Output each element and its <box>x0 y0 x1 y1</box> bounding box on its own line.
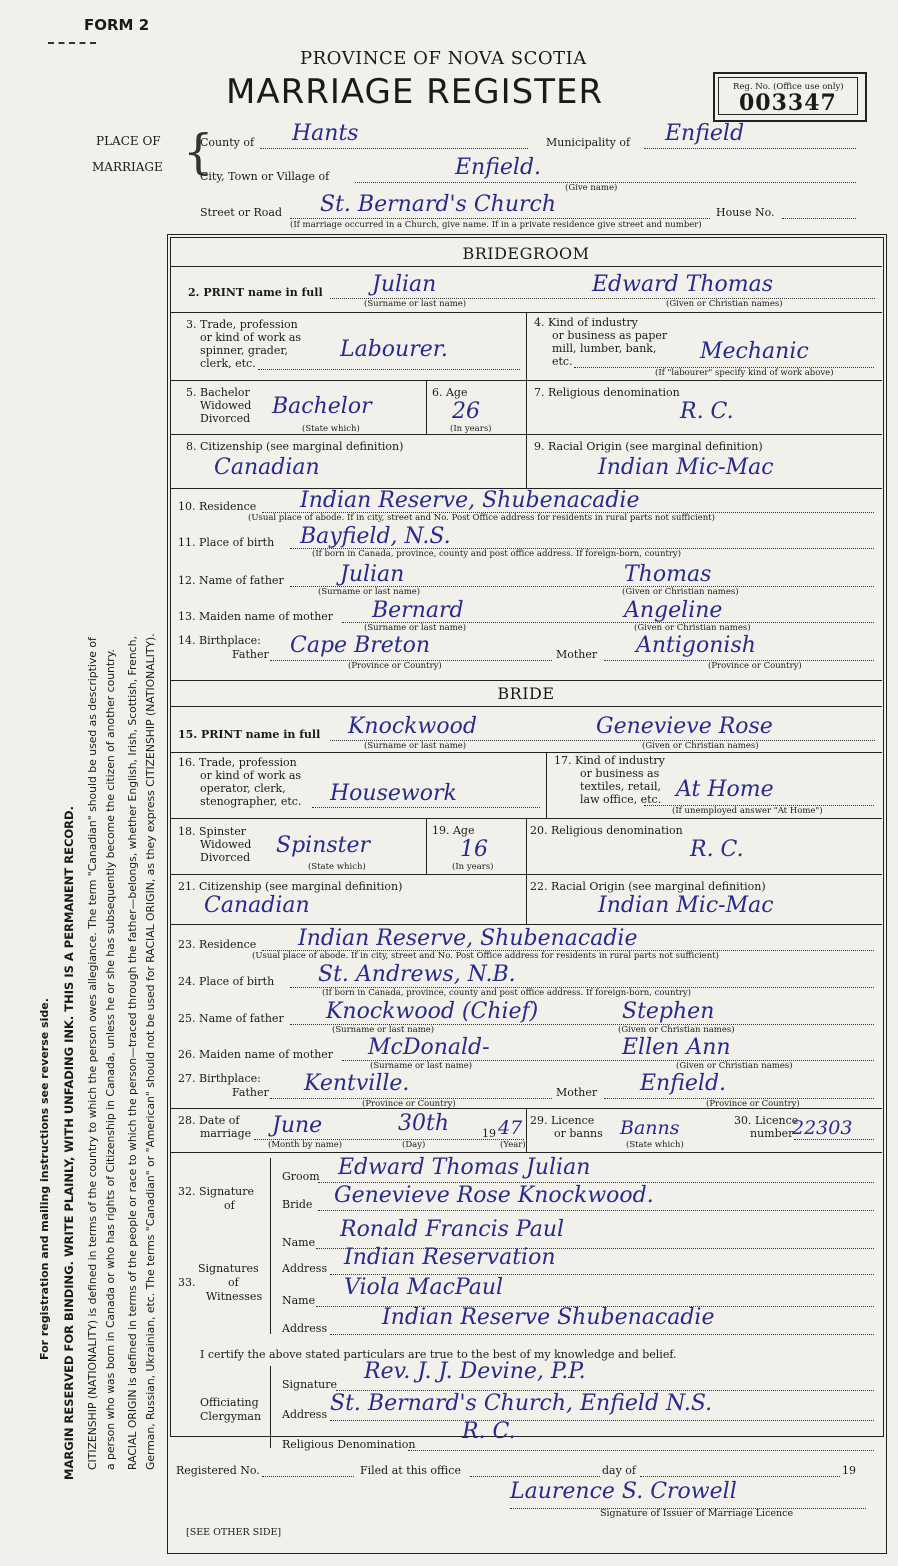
street-line <box>290 218 710 219</box>
groom-trade[interactable]: Labourer. <box>340 337 448 362</box>
municipality-label: Municipality of <box>546 136 631 149</box>
groom-given[interactable]: Edward Thomas <box>592 272 774 297</box>
banns-label-2: or banns <box>554 1127 603 1140</box>
street-value[interactable]: St. Bernard's Church <box>320 192 556 217</box>
bride-religion-label: 20. Religious denomination <box>530 824 683 837</box>
margin-racial-def: RACIAL ORIGIN is defined in terms of the people or race to which the person—traced through the father—belongs, whether English, Irish, Scottish, French, <box>126 636 139 1470</box>
witness-number: 33. <box>178 1276 196 1289</box>
groom-trade-label: 3. Trade, profession <box>186 318 298 331</box>
groom-citizenship-label: 8. Citizenship (see marginal definition) <box>186 440 404 453</box>
marriage-date-label-2: marriage <box>200 1127 252 1140</box>
bride-citizenship[interactable]: Canadian <box>204 893 310 918</box>
bride-residence[interactable]: Indian Reserve, Shubenacadie <box>298 926 638 951</box>
groom-trade-label-4: clerk, etc. <box>200 357 256 370</box>
bride-name-label: 15. PRINT name in full <box>178 728 321 741</box>
reg-number-label: Reg. No. (Office use only) <box>733 82 844 92</box>
bride-trade-label-2: or kind of work as <box>200 769 302 782</box>
groom-religion[interactable]: R. C. <box>680 399 734 424</box>
bride-mother-surname[interactable]: McDonald- <box>368 1035 490 1060</box>
bride-given[interactable]: Genevieve Rose <box>596 714 773 739</box>
witness2-name[interactable]: Viola MacPaul <box>344 1275 504 1300</box>
status-note: (State which) <box>302 424 360 434</box>
county-line <box>260 148 528 149</box>
w2-name-label: Name <box>282 1294 316 1307</box>
given-note-3: (Given or Christian names) <box>634 623 751 633</box>
groom-trade-label-3: spinner, grader, <box>200 344 288 357</box>
groom-industry-label-4: etc. <box>552 355 573 368</box>
bride-father-given[interactable]: Stephen <box>622 999 715 1024</box>
witness1-name[interactable]: Ronald Francis Paul <box>340 1217 565 1242</box>
w1-name-label: Name <box>282 1236 316 1249</box>
given-note-2: (Given or Christian names) <box>622 587 739 597</box>
issuer-note: Signature of Issuer of Marriage Licence <box>600 1508 794 1519</box>
groom-status-label: 5. Bachelor <box>186 386 250 399</box>
groom-mother-birthplace[interactable]: Antigonish <box>636 633 756 658</box>
bride-mother-surname-note: (Surname or last name) <box>370 1061 473 1071</box>
bride-father-bp-label: Father <box>232 1086 269 1099</box>
county-label: County of <box>200 136 255 149</box>
bride-status-label: 18. Spinster <box>178 825 247 838</box>
bride-birthplace[interactable]: St. Andrews, N.B. <box>318 962 516 987</box>
bride-birthplace-label: 24. Place of birth <box>178 975 275 988</box>
groom-residence[interactable]: Indian Reserve, Shubenacadie <box>300 488 640 513</box>
bride-father-surname[interactable]: Knockwood (Chief) <box>326 999 539 1024</box>
banns-value[interactable]: Banns <box>620 1117 680 1139</box>
groom-father-surname[interactable]: Julian <box>340 562 405 587</box>
groom-signature[interactable]: Edward Thomas Julian <box>338 1155 591 1180</box>
bride-mother-bp-label: Mother <box>556 1086 598 1099</box>
clergy-label-2: Clergyman <box>200 1410 262 1423</box>
bride-age-label: 19. Age <box>432 824 475 837</box>
bride-surname-note: (Surname or last name) <box>364 741 467 751</box>
bride-industry-label-4: law office, etc. <box>580 793 662 806</box>
bride-citizenship-label: 21. Citizenship (see marginal definition) <box>178 880 403 893</box>
groom-name-label: 2. PRINT name in full <box>188 286 323 299</box>
province-title: PROVINCE OF NOVA SCOTIA <box>300 48 587 69</box>
surname-note-3: (Surname or last name) <box>364 623 467 633</box>
reg-number-box <box>713 72 867 122</box>
denom-label: Religious Denomination <box>282 1438 416 1451</box>
bride-father-birthplace[interactable]: Kentville. <box>304 1071 410 1096</box>
city-label: City, Town or Village of <box>200 170 330 183</box>
margin-racial-def-2: German, Russian, Ukrainian, etc. The terms "Canadian" or "American" should not be used for RACIAL ORIGIN, as they express CITIZENSHIP (NATIONALITY). <box>144 633 157 1470</box>
filed-label: Filed at this office <box>360 1464 461 1477</box>
bride-trade[interactable]: Housework <box>330 781 457 806</box>
house-label: House No. <box>716 206 775 219</box>
brace: { <box>183 124 214 180</box>
groom-status-label-2: Widowed <box>200 399 252 412</box>
bride-given-note: (Given or Christian names) <box>642 741 759 751</box>
groom-birthplace-parents-label: 14. Birthplace: <box>178 634 261 647</box>
bride-heading: BRIDE <box>497 684 555 703</box>
banns-note: (State which) <box>626 1140 684 1150</box>
bride-trade-label: 16. Trade, profession <box>178 756 297 769</box>
groom-trade-label-2: or kind of work as <box>200 331 302 344</box>
month-note: (Month by name) <box>268 1140 343 1150</box>
bride-age[interactable]: 16 <box>460 837 488 862</box>
groom-age-label: 6. Age <box>432 386 468 399</box>
groom-status-label-3: Divorced <box>200 412 251 425</box>
bride-industry-label-2: or business as <box>580 767 660 780</box>
house-line <box>782 218 856 219</box>
bride-residence-label: 23. Residence <box>178 938 257 951</box>
w2-address-label: Address <box>282 1322 328 1335</box>
bride-status-note: (State which) <box>308 862 366 872</box>
province-note: (Province or Country) <box>348 661 442 671</box>
year-19-label: 19 <box>842 1464 856 1477</box>
day-of-label: day of <box>602 1464 637 1477</box>
groom-birthplace-label: 11. Place of birth <box>178 536 275 549</box>
sig-label-2: of <box>224 1199 235 1212</box>
bride-industry-label-3: textiles, retail, <box>580 780 662 793</box>
place-label: PLACE OF <box>96 134 161 148</box>
witness1-address[interactable]: Indian Reservation <box>344 1245 556 1270</box>
bride-province-note-2: (Province or Country) <box>706 1099 800 1109</box>
bride-residence-note: (Usual place of abode. If in city, street and No. Post Office address for residents in rural parts not sufficient) <box>252 951 719 961</box>
certify-text: I certify the above stated particulars are true to the best of my knowledge and belief. <box>200 1348 677 1361</box>
groom-industry-label-2: or business as paper <box>552 329 668 342</box>
bride-industry[interactable]: At Home <box>676 777 774 802</box>
groom-birthplace[interactable]: Bayfield, N.S. <box>300 524 451 549</box>
year-note: (Year) <box>500 1140 526 1150</box>
bride-status[interactable]: Spinster <box>276 833 371 858</box>
bride-birthplace-parents-label: 27. Birthplace: <box>178 1072 261 1085</box>
surname-note-2: (Surname or last name) <box>318 587 421 597</box>
bride-sig-label: Bride <box>282 1198 313 1211</box>
groom-surname[interactable]: Julian <box>372 272 437 297</box>
licence-label-2: number <box>750 1127 794 1140</box>
bride-father-given-note: (Given or Christian names) <box>618 1025 735 1035</box>
marriage-month[interactable]: June <box>272 1113 323 1138</box>
residence-note: (Usual place of abode. If in city, street and No. Post Office address for residents in rural parts not sufficient) <box>248 513 715 523</box>
marriage-date-label: 28. Date of <box>178 1114 240 1127</box>
witness2-address[interactable]: Indian Reserve Shubenacadie <box>382 1305 715 1330</box>
groom-sig-label: Groom <box>282 1170 320 1183</box>
groom-age[interactable]: 26 <box>452 399 480 424</box>
groom-status[interactable]: Bachelor <box>272 394 372 419</box>
bride-mother-given[interactable]: Ellen Ann <box>622 1035 731 1060</box>
groom-mother-label: 13. Maiden name of mother <box>178 610 334 623</box>
bride-trade-label-3: operator, clerk, <box>200 782 286 795</box>
clergy-address[interactable]: St. Bernard's Church, Enfield N.S. <box>330 1391 713 1416</box>
groom-industry-label: 4. Kind of industry <box>534 316 638 329</box>
form-number: FORM 2 <box>84 16 150 34</box>
banns-label: 29. Licence <box>530 1114 595 1127</box>
bride-trade-label-4: stenographer, etc. <box>200 795 302 808</box>
age-note: (In years) <box>450 424 492 434</box>
given-note: (Given or Christian names) <box>666 299 783 309</box>
margin-citizenship-def: CITIZENSHIP (NATIONALITY) is defined in terms of the country to which the person owes allegiance. The term "Canadian" should be used as descriptive of <box>86 637 99 1470</box>
groom-father-given[interactable]: Thomas <box>624 562 712 587</box>
bride-industry-label: 17. Kind of industry <box>554 754 665 767</box>
sig-label: 32. Signature <box>178 1185 255 1198</box>
margin-instructions: For registration and mailing instructions see reverse side. <box>38 998 51 1360</box>
marriage-year[interactable]: 47 <box>498 1117 523 1139</box>
city-value[interactable]: Enfield. <box>455 155 542 180</box>
licence-label: 30. Licence <box>734 1114 799 1127</box>
surname-note: (Surname or last name) <box>364 299 467 309</box>
place-label-2: MARRIAGE <box>92 160 163 174</box>
w1-address-label: Address <box>282 1262 328 1275</box>
groom-citizenship[interactable]: Canadian <box>214 455 320 480</box>
bride-status-label-2: Widowed <box>200 838 252 851</box>
bride-province-note: (Province or Country) <box>362 1099 456 1109</box>
bride-mother-given-note: (Given or Christian names) <box>676 1061 793 1071</box>
witness-label-2: of <box>228 1276 239 1289</box>
bridegroom-heading: BRIDEGROOM <box>462 244 590 263</box>
groom-father-label: 12. Name of father <box>178 574 284 587</box>
groom-father-bp-label: Father <box>232 648 269 661</box>
province-note-2: (Province or Country) <box>708 661 802 671</box>
registered-label: Registered No. <box>176 1464 260 1477</box>
bride-status-label-3: Divorced <box>200 851 251 864</box>
bride-father-surname-note: (Surname or last name) <box>332 1025 435 1035</box>
clergy-denomination[interactable]: R. C. <box>462 1419 516 1444</box>
groom-mother-given[interactable]: Angeline <box>624 598 723 623</box>
clergy-signature[interactable]: Rev. J. J. Devine, P.P. <box>364 1359 586 1384</box>
bride-surname[interactable]: Knockwood <box>348 714 477 739</box>
groom-industry[interactable]: Mechanic <box>700 339 809 364</box>
decorative-mark <box>48 42 96 44</box>
street-note: (If marriage occurred in a Church, give name. If in a private residence give street and number) <box>290 220 702 230</box>
bride-industry-note: (If unemployed answer "At Home") <box>672 806 823 816</box>
groom-religion-label: 7. Religious denomination <box>534 386 680 399</box>
city-note: (Give name) <box>565 183 618 193</box>
day-note: (Day) <box>402 1140 426 1150</box>
reg-number: 003347 <box>739 90 837 116</box>
issuer-signature[interactable]: Laurence S. Crowell <box>510 1479 737 1504</box>
street-label: Street or Road <box>200 206 283 219</box>
groom-mother-surname[interactable]: Bernard <box>372 598 464 623</box>
bride-birthplace-note: (If born in Canada, province, county and post office address. If foreign-born, country) <box>322 988 692 998</box>
see-other-side: [SEE OTHER SIDE] <box>186 1527 282 1538</box>
page-title: MARRIAGE REGISTER <box>226 72 604 112</box>
margin-citizenship-def-2: a person who was born in Canada or who has rights of Citizenship in Canada, unless he or she has subsequently become the citizen of another country. <box>104 649 117 1470</box>
groom-father-birthplace[interactable]: Cape Breton <box>290 633 431 658</box>
clergy-label: Officiating <box>200 1396 259 1409</box>
bride-mother-birthplace[interactable]: Enfield. <box>640 1071 727 1096</box>
witness-label: Signatures <box>198 1262 259 1275</box>
witness-label-3: Witnesses <box>206 1290 263 1303</box>
clergy-sig-label: Signature <box>282 1378 338 1391</box>
bride-religion[interactable]: R. C. <box>690 837 744 862</box>
groom-origin-label: 9. Racial Origin (see marginal definition) <box>534 440 763 453</box>
groom-mother-bp-label: Mother <box>556 648 598 661</box>
groom-industry-note: (If "labourer" specify kind of work above) <box>655 368 834 378</box>
bride-signature[interactable]: Genevieve Rose Knockwood. <box>334 1183 654 1208</box>
bride-origin[interactable]: Indian Mic-Mac <box>598 893 774 918</box>
groom-origin[interactable]: Indian Mic-Mac <box>598 455 774 480</box>
margin-warning: MARGIN RESERVED FOR BINDING. WRITE PLAINLY, WITH UNFADING INK. THIS IS A PERMANENT RECORD. <box>62 806 76 1480</box>
year-prefix: 19 <box>482 1127 496 1140</box>
licence-number[interactable]: 22303 <box>792 1117 853 1139</box>
county-value[interactable]: Hants <box>292 121 359 146</box>
municipality-value[interactable]: Enfield <box>665 121 745 146</box>
marriage-day[interactable]: 30th <box>398 1111 450 1136</box>
bride-mother-label: 26. Maiden name of mother <box>178 1048 334 1061</box>
groom-residence-label: 10. Residence <box>178 500 257 513</box>
birthplace-note: (If born in Canada, province, county and post office address. If foreign-born, country) <box>312 549 682 559</box>
bride-origin-label: 22. Racial Origin (see marginal definition) <box>530 880 766 893</box>
bride-age-note: (In years) <box>452 862 494 872</box>
groom-industry-label-3: mill, lumber, bank, <box>552 342 657 355</box>
bride-father-label: 25. Name of father <box>178 1012 284 1025</box>
municipality-line <box>644 148 856 149</box>
clergy-address-label: Address <box>282 1408 328 1421</box>
